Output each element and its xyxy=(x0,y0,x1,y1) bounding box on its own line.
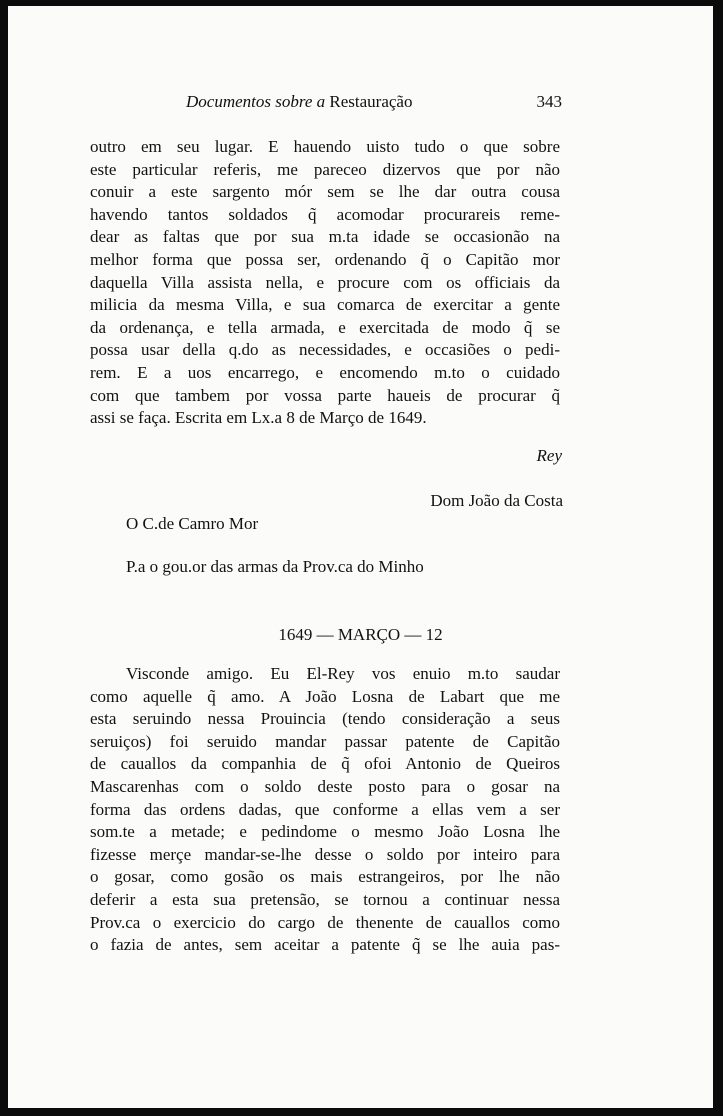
text-line: daquella Villa assista nella, e procure com os officiais da xyxy=(90,272,560,292)
text-line: forma das ordens dadas, que conforme a ellas vem a ser xyxy=(90,799,560,819)
header-title-plain: Restauração xyxy=(329,92,413,111)
text-line: fizesse merçe mandar-se-lhe desse o soldo por inteiro para xyxy=(90,844,560,864)
text-line: possa usar della q.do as necessidades, e occasiões o pedi- xyxy=(90,340,560,360)
text-line: com que tambem por vossa parte haueis de procurar q̃ xyxy=(90,385,560,405)
text-line: Mascarenhas com o soldo deste posto para o gosar na xyxy=(90,776,560,796)
document-page xyxy=(8,6,713,1108)
text-line: melhor forma que possa ser, ordenando q̃ o Capitão mor xyxy=(90,249,560,269)
page-number: 343 xyxy=(536,92,562,111)
text-line: Visconde amigo. Eu El-Rey vos enuio m.to saudar xyxy=(126,664,560,683)
text-line: conuir a este sargento mór sem se lhe dar outra cousa xyxy=(90,182,560,202)
running-header xyxy=(186,92,562,118)
text-line: seruiços) foi seruido mandar passar patente de Capitão xyxy=(90,731,560,751)
text-line: o fazia de antes, sem aceitar a patente q̃ se lhe auia pas- xyxy=(90,935,560,955)
text-line: rem. E a uos encarrego, e encomendo m.to o cuidado xyxy=(90,362,560,382)
signature-signer: Dom João da Costa xyxy=(430,491,563,510)
text-line: de cauallos da companhia de q̃ ofoi Antonio de Queiros xyxy=(90,754,560,774)
text-line: o gosar, como gosão os mais estrangeiros, por lhe não xyxy=(90,867,560,887)
text-line: dear as faltas que por sua m.ta idade se occasionão na xyxy=(90,227,560,247)
text-line: da ordenança, e tella armada, e exercitada de modo q̃ se xyxy=(90,317,560,337)
text-line: como aquelle q̃ amo. A João Losna de Labart que me xyxy=(90,686,560,706)
text-line: este particular referis, me pareceo dizervos que por não xyxy=(90,159,560,179)
signature-rey: Rey xyxy=(536,446,562,465)
address-line-2: P.a o gou.or das armas da Prov.ca do Minho xyxy=(126,557,424,576)
date-heading: 1649 — MARÇO — 12 xyxy=(278,625,443,644)
header-title-italic: Documentos sobre a xyxy=(186,92,326,111)
text-line: som.te a metade; e pedindome o mesmo João Losna lhe xyxy=(90,822,560,842)
text-line: esta seruindo nessa Prouincia (tendo consideração a seus xyxy=(90,709,560,729)
letter-body-continued xyxy=(90,136,560,430)
header-title xyxy=(186,92,412,112)
text-line: deferir a esta sua pretensão, se tornou a continuar nessa xyxy=(90,889,560,909)
text-line: havendo tantos soldados q̃ acomodar procurareis reme- xyxy=(90,204,560,224)
address-line-1: O C.de Camro Mor xyxy=(126,514,259,533)
text-line: assi se faça. Escrita em Lx.a 8 de Março de 1649. xyxy=(90,408,427,428)
text-line: Prov.ca o exercicio do cargo de thenente de cauallos como xyxy=(90,912,560,932)
letter-body xyxy=(90,663,560,957)
text-line: milicia da mesma Villa, e sua comarca de exercitar a gente xyxy=(90,295,560,315)
text-line: outro em seu lugar. E hauendo uisto tudo o que sobre xyxy=(90,137,560,156)
